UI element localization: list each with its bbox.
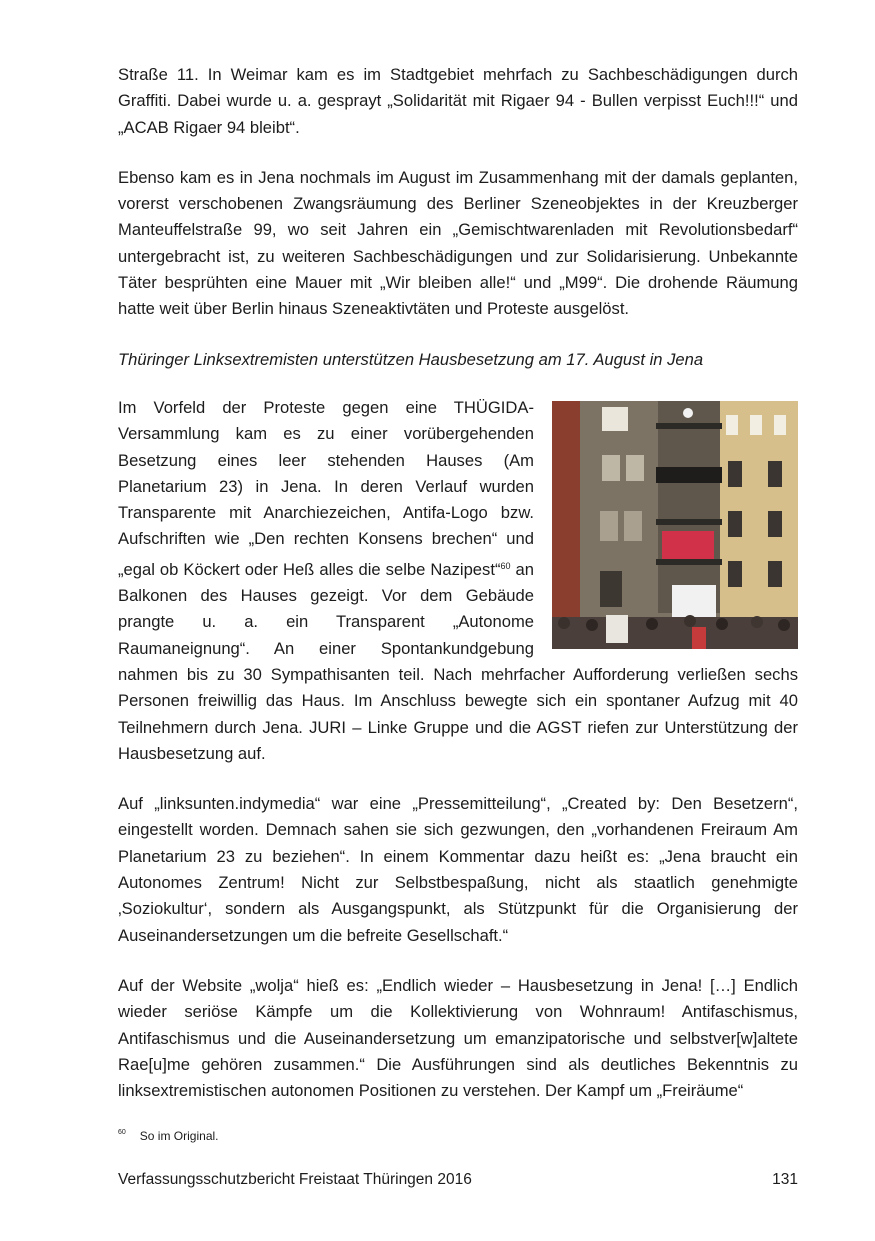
page-footer [118,1171,798,1189]
paragraph-4: Auf „linksunten.indymedia“ war eine „Pressemitteilung“, „Created by: Den Besetzern“, eingestellt worden. Demnach sahen sie sich gezwungen, den „vorhandenen Freiraum Am Planetarium 23 zu beziehen“. In einem Kommentar dazu heißt es: „Jena braucht ein Autonomes Zentrum! Nicht zur Selbstbespaßung, nicht als staatlich genehmigte ‚Soziokultur‘, sondern als Ausgangspunkt, als Stützpunkt für die Organisierung der Auseinandersetzungen um die befreite Gesellschaft.“ [118,794,798,945]
page-body [118,62,798,1128]
section-heading: Thüringer Linksextremisten unterstützen Hausbesetzung am 17. August in Jena [118,349,704,369]
paragraph-3-text-a: Im Vorfeld der Proteste gegen eine THÜGIDA-Versammlung kam es zu einer vorübergehenden Besetzung eines leer stehenden Hauses (Am Planetarium 23) in Jena. In deren Verlauf wurden Transparente mit Anarchiezeichen, Antifa-Logo bzw. Aufschriften wie „Den rechten Konsens brechen“ und „egal ob Köckert oder Heß alles die selbe Nazipest“ [118,397,534,579]
page-number: 131 [772,1171,798,1188]
house-occupation-photo [552,401,798,649]
paragraph-2: Ebenso kam es in Jena nochmals im August im Zusammenhang mit der damals geplanten, vorerst verschobenen Zwangsräumung des Berliner Szeneobjektes in der Kreuzberger Manteuffelstraße 99, wo seit Jahren ein „Gemischtwarenladen mit Revolutionsbedarf“ untergebracht ist, zu weiteren Sachbeschädigungen und zur Solidarisierung. Unbekannte Täter besprühten eine Mauer mit „Wir bleiben alle!“ und „M99“. Die drohende Räumung hatte weit über Berlin hinaus Szeneaktivtäten und Proteste ausgelöst. [118,167,798,319]
paragraph-5: Auf der Website „wolja“ hieß es: „Endlich wieder – Hausbesetzung in Jena! […] Endlich wieder seriöse Kämpfe um die Kollektivierung von Wohnraum! Antifaschismus, Antifaschismus und die Auseinandersetzung um emanzipatorische und selbstver[w]altete Rae[u]me gehören zusammen.“ Die Ausführungen sind als deutliches Bekenntnis zu linksextremistischen autonomen Positionen zu verstehen. Der Kampf um „Freiräume“ [118,975,798,1101]
footer-title: Verfassungsschutzbericht Freistaat Thüringen 2016 [118,1171,472,1188]
paragraph-1: Straße 11. In Weimar kam es im Stadtgebiet mehrfach zu Sachbeschädigungen durch Graffiti. Dabei wurde u. a. gesprayt „Solidarität mit Rigaer 94 - Bullen verpisst Euch!!!“ und „ACAB Rigaer 94 bleibt“. [118,65,798,137]
footnote [118,1129,219,1143]
paragraph-3-text-b: an Balkonen des Hauses gezeigt. Vor dem Gebäude prangte u. a. ein Transparent „Autonome Raumaneignung“. An einer Spontankundgebung nahmen bis zu 30 Sympathisanten teil. Nach mehrfacher Aufforderung verließen sechs Personen freiwillig das Haus. Im Anschluss bewegte sich ein spontaner Aufzug mit 40 Teilnehmern durch Jena. JURI – Linke Gruppe und die AGST riefen zur Unterstützung der Hausbesetzung auf. [118,559,798,763]
footnote-ref[interactable]: 60 [500,560,511,571]
footnote-number: 60 [118,1129,126,1136]
footnote-text: So im Original. [139,1129,219,1143]
